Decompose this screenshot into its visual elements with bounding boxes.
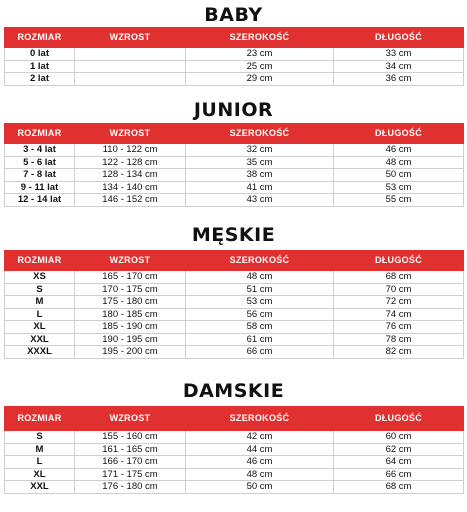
rozmiar-cell: 9 - 11 lat (5, 181, 75, 194)
header-rozmiar: ROZMIAR (5, 28, 75, 48)
wzrost-cell: 170 - 175 cm (75, 283, 186, 296)
szerokosc-cell: 61 cm (186, 333, 334, 346)
szerokosc-cell: 32 cm (186, 143, 334, 156)
wzrost-cell: 190 - 195 cm (75, 333, 186, 346)
dlugosc-cell: 55 cm (334, 194, 464, 207)
dlugosc-cell: 76 cm (334, 321, 464, 334)
wzrost-cell: 122 - 128 cm (75, 156, 186, 169)
dlugosc-cell: 70 cm (334, 283, 464, 296)
table-row (5, 308, 464, 321)
wzrost-cell: 180 - 185 cm (75, 308, 186, 321)
damskie-table (4, 406, 464, 494)
szerokosc-cell: 35 cm (186, 156, 334, 169)
szerokosc-cell: 51 cm (186, 283, 334, 296)
rozmiar-cell: S (5, 430, 75, 443)
table-row (5, 333, 464, 346)
szerokosc-cell: 66 cm (186, 346, 334, 359)
rozmiar-cell: 1 lat (5, 60, 75, 73)
dlugosc-cell: 50 cm (334, 169, 464, 182)
wzrost-cell (75, 60, 186, 73)
header-rozmiar: ROZMIAR (5, 124, 75, 144)
szerokosc-cell: 58 cm (186, 321, 334, 334)
wzrost-cell: 165 - 170 cm (75, 270, 186, 283)
dlugosc-cell: 66 cm (334, 468, 464, 481)
dlugosc-cell: 62 cm (334, 443, 464, 456)
szerokosc-cell: 53 cm (186, 296, 334, 309)
rozmiar-cell: 0 lat (5, 47, 75, 60)
dlugosc-cell: 34 cm (334, 60, 464, 73)
header-szerokosc: SZEROKOŚĆ (186, 407, 334, 431)
table-row (5, 47, 464, 60)
junior-title: JUNIOR (193, 99, 274, 121)
table-row (5, 321, 464, 334)
table-row (5, 430, 464, 443)
rozmiar-cell: 3 - 4 lat (5, 143, 75, 156)
table-row (5, 468, 464, 481)
header-dlugosc: DŁUGOŚĆ (334, 407, 464, 431)
rozmiar-cell: S (5, 283, 75, 296)
szerokosc-cell: 48 cm (186, 270, 334, 283)
meskie-table (4, 250, 464, 359)
dlugosc-cell: 33 cm (334, 47, 464, 60)
szerokosc-cell: 38 cm (186, 169, 334, 182)
wzrost-cell: 171 - 175 cm (75, 468, 186, 481)
rozmiar-cell: L (5, 308, 75, 321)
table-row (5, 283, 464, 296)
rozmiar-cell: XXL (5, 333, 75, 346)
table-row (5, 296, 464, 309)
rozmiar-cell: 12 - 14 lat (5, 194, 75, 207)
table-row (5, 60, 464, 73)
dlugosc-cell: 46 cm (334, 143, 464, 156)
szerokosc-cell: 23 cm (186, 47, 334, 60)
table-row (5, 346, 464, 359)
wzrost-cell: 110 - 122 cm (75, 143, 186, 156)
header-wzrost: WZROST (75, 124, 186, 144)
table-row (5, 481, 464, 494)
table-row (5, 194, 464, 207)
table-row (5, 73, 464, 86)
table-row (5, 169, 464, 182)
rozmiar-cell: XS (5, 270, 75, 283)
baby-title: BABY (204, 4, 263, 26)
wzrost-cell: 155 - 160 cm (75, 430, 186, 443)
table-row (5, 456, 464, 469)
wzrost-cell: 166 - 170 cm (75, 456, 186, 469)
szerokosc-cell: 50 cm (186, 481, 334, 494)
dlugosc-cell: 60 cm (334, 430, 464, 443)
dlugosc-cell: 72 cm (334, 296, 464, 309)
rozmiar-cell: XL (5, 468, 75, 481)
szerokosc-cell: 44 cm (186, 443, 334, 456)
table-row (5, 181, 464, 194)
szerokosc-cell: 48 cm (186, 468, 334, 481)
dlugosc-cell: 36 cm (334, 73, 464, 86)
wzrost-cell: 195 - 200 cm (75, 346, 186, 359)
szerokosc-cell: 56 cm (186, 308, 334, 321)
dlugosc-cell: 64 cm (334, 456, 464, 469)
table-row (5, 143, 464, 156)
rozmiar-cell: M (5, 296, 75, 309)
wzrost-cell: 146 - 152 cm (75, 194, 186, 207)
baby-table (4, 27, 464, 86)
dlugosc-cell: 82 cm (334, 346, 464, 359)
wzrost-cell: 176 - 180 cm (75, 481, 186, 494)
wzrost-cell (75, 47, 186, 60)
header-wzrost: WZROST (75, 28, 186, 48)
rozmiar-cell: 2 lat (5, 73, 75, 86)
rozmiar-cell: L (5, 456, 75, 469)
header-szerokosc: SZEROKOŚĆ (186, 28, 334, 48)
rozmiar-cell: M (5, 443, 75, 456)
header-dlugosc: DŁUGOŚĆ (334, 124, 464, 144)
header-dlugosc: DŁUGOŚĆ (334, 28, 464, 48)
szerokosc-cell: 25 cm (186, 60, 334, 73)
damskie-title: DAMSKIE (182, 380, 285, 402)
szerokosc-cell: 42 cm (186, 430, 334, 443)
szerokosc-cell: 43 cm (186, 194, 334, 207)
szerokosc-cell: 29 cm (186, 73, 334, 86)
wzrost-cell: 175 - 180 cm (75, 296, 186, 309)
dlugosc-cell: 48 cm (334, 156, 464, 169)
meskie-title: MĘSKIE (191, 224, 276, 246)
table-row (5, 156, 464, 169)
wzrost-cell: 185 - 190 cm (75, 321, 186, 334)
wzrost-cell (75, 73, 186, 86)
header-wzrost: WZROST (75, 251, 186, 271)
wzrost-cell: 134 - 140 cm (75, 181, 186, 194)
dlugosc-cell: 53 cm (334, 181, 464, 194)
dlugosc-cell: 78 cm (334, 333, 464, 346)
header-szerokosc: SZEROKOŚĆ (186, 251, 334, 271)
szerokosc-cell: 41 cm (186, 181, 334, 194)
header-dlugosc: DŁUGOŚĆ (334, 251, 464, 271)
wzrost-cell: 161 - 165 cm (75, 443, 186, 456)
dlugosc-cell: 68 cm (334, 481, 464, 494)
header-wzrost: WZROST (75, 407, 186, 431)
rozmiar-cell: XXL (5, 481, 75, 494)
rozmiar-cell: XXXL (5, 346, 75, 359)
rozmiar-cell: XL (5, 321, 75, 334)
table-row (5, 270, 464, 283)
junior-table (4, 123, 464, 207)
rozmiar-cell: 7 - 8 lat (5, 169, 75, 182)
header-szerokosc: SZEROKOŚĆ (186, 124, 334, 144)
header-rozmiar: ROZMIAR (5, 407, 75, 431)
wzrost-cell: 128 - 134 cm (75, 169, 186, 182)
header-rozmiar: ROZMIAR (5, 251, 75, 271)
dlugosc-cell: 68 cm (334, 270, 464, 283)
table-row (5, 443, 464, 456)
rozmiar-cell: 5 - 6 lat (5, 156, 75, 169)
dlugosc-cell: 74 cm (334, 308, 464, 321)
szerokosc-cell: 46 cm (186, 456, 334, 469)
